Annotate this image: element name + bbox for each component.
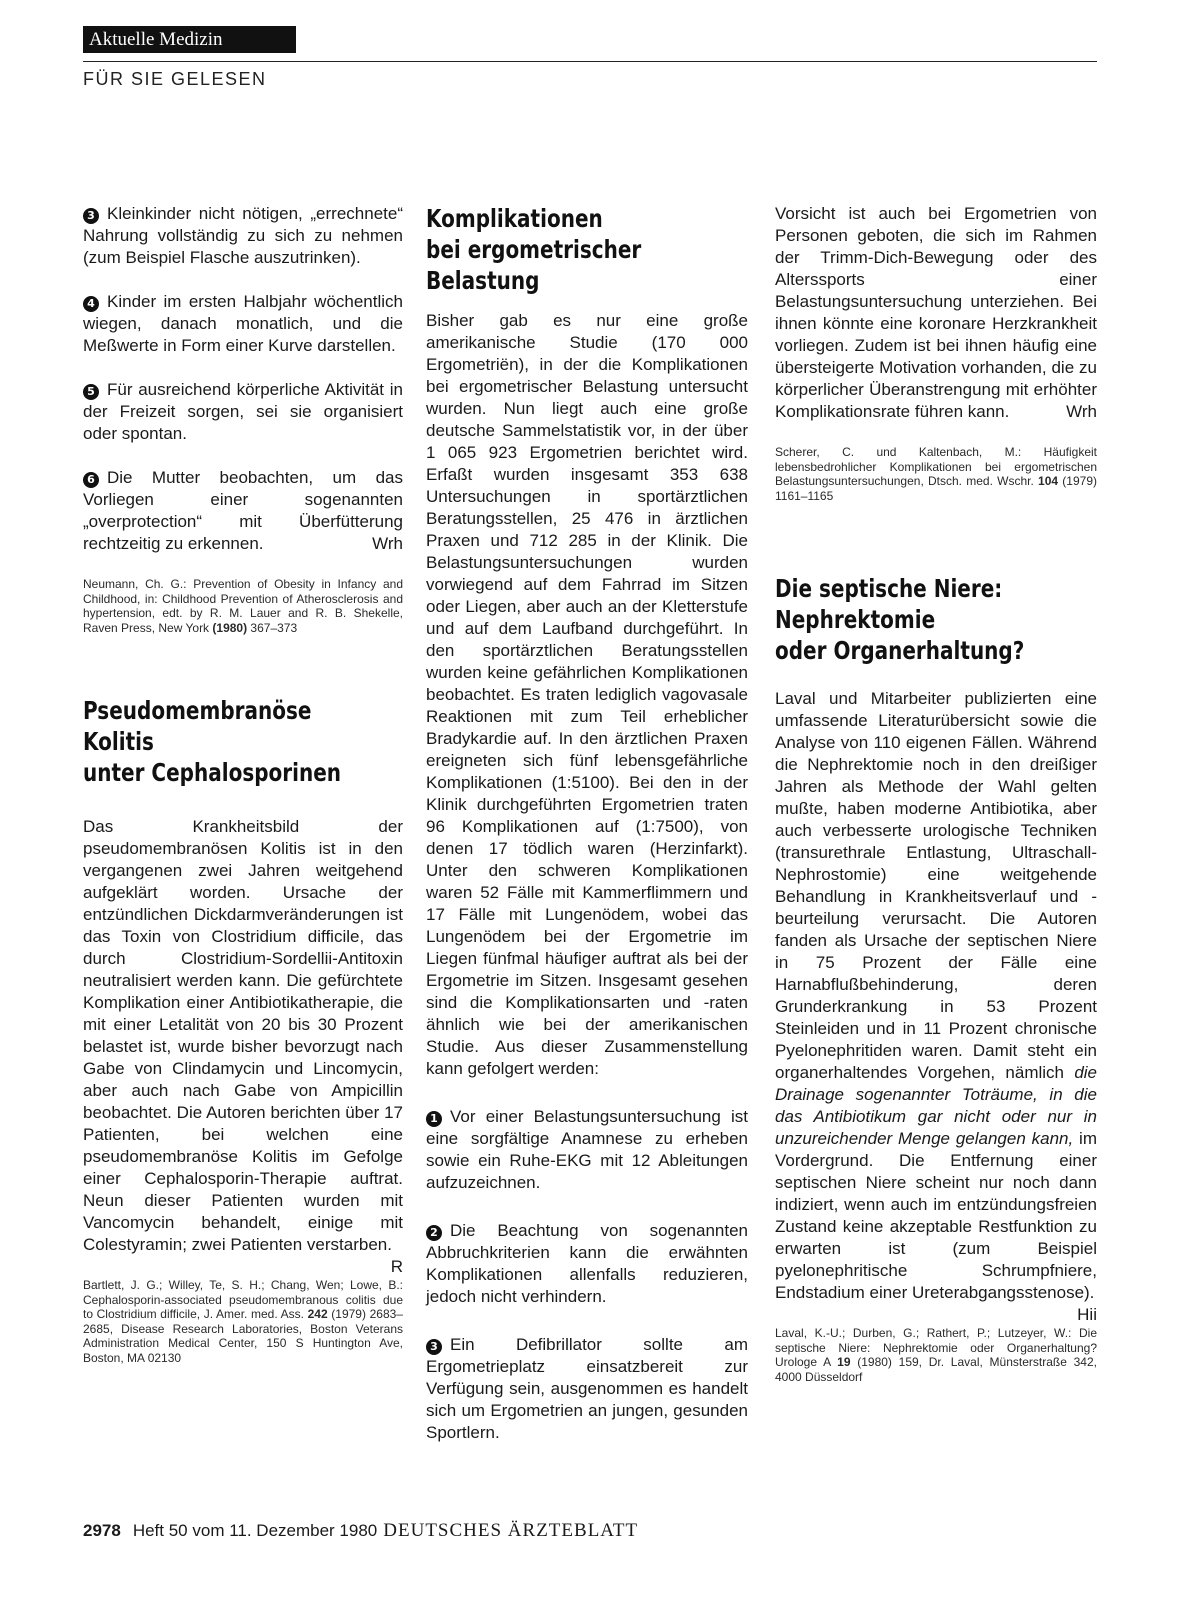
- number-bullet-icon: 3: [83, 208, 99, 224]
- headline-line: oder Organerhaltung?: [775, 636, 1025, 665]
- reference-volume: 104: [1038, 474, 1059, 488]
- reference: [775, 445, 1097, 503]
- author-signoff: Wrh: [372, 534, 403, 553]
- article-headline: [775, 573, 1033, 666]
- number-bullet-icon: 2: [426, 1225, 442, 1241]
- reference-volume: 242: [307, 1307, 328, 1321]
- number-bullet-icon: 1: [426, 1111, 442, 1127]
- article-body: Bisher gab es nur eine große amerikanische Studie (170 000 Ergometriën), in der die Komplikationen bei ergometrischer Belastung untersucht wurden. Nun liegt auch eine große deutsche Sammelstatistik vor, in der über 1 065 923 Ergometrien berichtet wird. Erfaßt wurden insgesamt 353 638 Untersuchungen in sportärztlichen Beratungsstellen, 25 476 in ärztlichen Praxen und 712 285 in der Klinik. Die Belastungsuntersuchungen wurden vorwiegend auf dem Fahrrad im Sitzen oder Liegen, aber auch an der Kletterstufe und auf dem Laufband durchgeführt. In den sportärztlichen Beratungsstellen wurden keine gefährlichen Komplikationen beobachtet. Es traten lediglich vagovasale Reaktionen mit zum Teil erheblicher Bradykardie auf. In den ärztlichen Praxen ereigneten sich fünf lebensgefährliche Komplikationen (1:5100). Bei den in der Klinik durchgeführten Ergometrien traten 96 Komplikationen auf (1:7500), von denen 17 tödlich waren (Herzinfarkt). Unter den schweren Komplikationen waren 52 Fälle mit Kammerflimmern und 17 Fälle mit Lungenödem, wobei das Lungenödem bei der Ergometrie im Liegen fünfmal häufiger auftrat als bei der Ergometrie im Sitzen. Insgesamt gesehen sind die Komplikationsarten und -raten ähnlich wie bei der amerikanischen Studie. Aus dieser Zusammenstellung kann gefolgert werden:: [426, 311, 748, 1078]
- headline-line: unter Cephalosporinen: [83, 758, 342, 787]
- header-rule: [83, 61, 1097, 62]
- headline-line: Kolitis: [83, 727, 154, 756]
- list-item: [83, 203, 403, 269]
- rubric: FÜR SIE GELESEN: [83, 69, 267, 89]
- list-item-text: Vor einer Belastungsuntersuchung ist eine sorgfältige Anamnese zu erheben sowie ein Ruhe-EKG mit 12 Ableitungen aufzuzeichnen.: [426, 1107, 748, 1192]
- list-item: [83, 467, 403, 555]
- column-3: [775, 203, 1097, 1384]
- headline-line: Nephrektomie: [775, 605, 936, 634]
- list-item-text: Die Mutter beobachten, um das Vorliegen einer sogenannten „overprotection“ mit Überfütterung rechtzeitig zu erkennen.: [83, 468, 403, 553]
- article-body: [775, 688, 1097, 1324]
- reference-pages: 367–373: [247, 620, 298, 635]
- reference: [83, 577, 403, 635]
- reference-pages: (1979) 1161–1165: [775, 474, 1097, 503]
- reference-text: Bartlett, J. G.; Willey, Te, S. H.; Chang, Wen; Lowe, B.: Cephalosporin-associated pseudomembranous colitis due to Clostridium difficile, J. Amer. med. Ass.: [83, 1278, 403, 1321]
- list-item: [426, 1334, 748, 1444]
- issue-info: Heft 50 vom 11. Dezember 1980: [132, 1521, 378, 1540]
- reference-volume: 19: [837, 1355, 851, 1369]
- reference-year: (1980): [212, 620, 248, 635]
- list-item-text: Ein Defibrillator sollte am Ergometrieplatz einsatzbereit zur Verfügung sein, ausgenommen es handelt sich um Ergometrien an jungen, gesunden Sportlern.: [426, 1335, 748, 1442]
- article-body-text: Vorsicht ist auch bei Ergometrien von Personen geboten, die sich im Rahmen der Trimm-Dich-Bewegung oder des Alterssports einer Belastungsuntersuchung unterziehen. Bei ihnen könnte eine koronare Herzkrankheit vorliegen. Zudem ist bei ihnen häufig eine übersteigerte Motivation vorhanden, die zu körperlicher Überanstrengung mit erhöhter Komplikationsrate führen kann.: [775, 204, 1097, 421]
- reference-text: Scherer, C. und Kaltenbach, M.: Häufigkeit lebensbedrohlicher Komplikationen bei ergometrischen Belastungsuntersuchungen, Dtsch. med. Wschr.: [775, 445, 1097, 488]
- author-signoff: R: [390, 1257, 403, 1276]
- article-body-text: Das Krankheitsbild der pseudomembranösen Kolitis ist in den vergangenen zwei Jahren weitgehend aufgeklärt worden. Ursache der entzündlichen Dickdarmveränderungen ist das Toxin von Clostridium difficile, das durch Clostridium-Sordellii-Antitoxin neutralisiert werden kann. Die gefürchtete Komplikation einer Antibiotikatherapie, die mit einer Letalität von 20 bis 30 Prozent belastet ist, wurde bisher bevorzugt nach Gabe von Clindamycin und Lincomycin, aber auch nach Gabe von Ampicillin beobachtet. Die Autoren berichten über 17 Patienten, bei welchen eine pseudomembranöse Kolitis im Gefolge einer Cephalosporin-Therapie auftrat. Neun dieser Patienten wurden mit Vancomycin behandelt, einige mit Colestyramin; zwei Patienten verstarben.: [83, 817, 403, 1254]
- headline-line: bei ergometrischer: [426, 235, 642, 264]
- headline-line: Pseudomembranöse: [83, 696, 312, 725]
- column-2: [426, 203, 748, 1444]
- number-bullet-icon: 4: [83, 296, 99, 312]
- article-headline: [426, 203, 684, 296]
- article-headline: [83, 695, 342, 788]
- list-item-text: Für ausreichend körperliche Aktivität in der Freizeit sorgen, sei sie organisiert oder spontan.: [83, 380, 403, 443]
- number-bullet-icon: 3: [426, 1339, 442, 1355]
- number-bullet-icon: 5: [83, 384, 99, 400]
- author-signoff: Hii: [1077, 1305, 1097, 1324]
- list-item: [83, 379, 403, 445]
- journal-name: DEUTSCHES ÄRZTEBLATT: [383, 1520, 639, 1541]
- reference-text: Laval, K.-U.; Durben, G.; Rathert, P.; Lutzeyer, W.: Die septische Niere: Nephrektomie oder Organerhaltung? Urologe A: [775, 1326, 1097, 1369]
- article-body-emphasis: die Drainage sogenannter Toträume, in die das Antibiotikum gar nicht oder nur in unzureichender Menge gelangen kann,: [775, 1063, 1097, 1148]
- headline-line: Die septische Niere:: [775, 574, 1003, 603]
- column-1: [83, 203, 403, 1365]
- list-item-text: Die Beachtung von sogenannten Abbruchkriterien kann die erwähnten Komplikationen allenfalls reduzieren, jedoch nicht verhindern.: [426, 1221, 748, 1306]
- reference: [775, 1326, 1097, 1384]
- list-item: [83, 291, 403, 357]
- list-item: [426, 1106, 748, 1194]
- list-item-text: Kinder im ersten Halbjahr wöchentlich wiegen, danach monatlich, und die Meßwerte in Form einer Kurve darstellen.: [83, 292, 403, 355]
- reference: [83, 1278, 403, 1365]
- page-footer: [83, 1520, 638, 1542]
- article-body: [775, 203, 1097, 423]
- author-signoff: Wrh: [1066, 402, 1097, 421]
- article-body-text: im Vordergrund. Die Entfernung einer septischen Niere scheint nur noch dann indiziert, wenn auch im entzündungsfreien Zustand keine akzeptable Restfunktion zu erwarten ist (zum Beispiel pyelonephritische Schrumpfniere, Endstadium einer Ureterabgangsstenose).: [775, 1129, 1097, 1302]
- page-number: 2978: [83, 1521, 121, 1540]
- number-bullet-icon: 6: [83, 472, 99, 488]
- reference-pages: (1979) 2683–2685, Disease Research Laboratories, Boston Veterans Administration Medical Center, 150 S Huntington Ave, Boston, MA 02130: [83, 1307, 403, 1365]
- list-item: [426, 1220, 748, 1308]
- section-tag: Aktuelle Medizin: [83, 26, 296, 53]
- reference-pages: (1980) 159, Dr. Laval, Münsterstraße 342, 4000 Düsseldorf: [775, 1355, 1097, 1384]
- headline-line: Komplikationen: [426, 204, 603, 233]
- reference-text: Neumann, Ch. G.: Prevention of Obesity in Infancy and Childhood, in: Childhood Prevention of Atherosclerosis and hypertension, edt. by R. M. Lauer and R. B. Shekelle, Raven Press, New York: [83, 577, 403, 635]
- list-item-text: Kleinkinder nicht nötigen, „errechnete“ Nahrung vollständig zu sich zu nehmen (zum Beispiel Flasche auszutrinken).: [83, 204, 403, 267]
- article-body: [83, 816, 403, 1276]
- headline-line: Belastung: [426, 266, 540, 295]
- article-body-text: Laval und Mitarbeiter publizierten eine umfassende Literaturübersicht sowie die Analyse von 110 eigenen Fällen. Während die Nephrektomie noch in den dreißiger Jahren als Methode der Wahl gelten mußte, haben moderne Antibiotika, aber auch verbesserte urologische Techniken (transurethrale Entlastung, Ultraschall-Nephrostomie) eine weitgehende Behandlung in Krankheitsverlauf und -beurteilung verursacht. Die Autoren fanden als Ursache der septischen Niere in 75 Prozent der Fälle eine Harnabflußbehinderung, deren Grunderkrankung in 53 Prozent Steinleiden und in 11 Prozent chronische Pyelonephritiden waren. Damit steht ein organerhaltendes Vorgehen, nämlich: [775, 689, 1097, 1082]
